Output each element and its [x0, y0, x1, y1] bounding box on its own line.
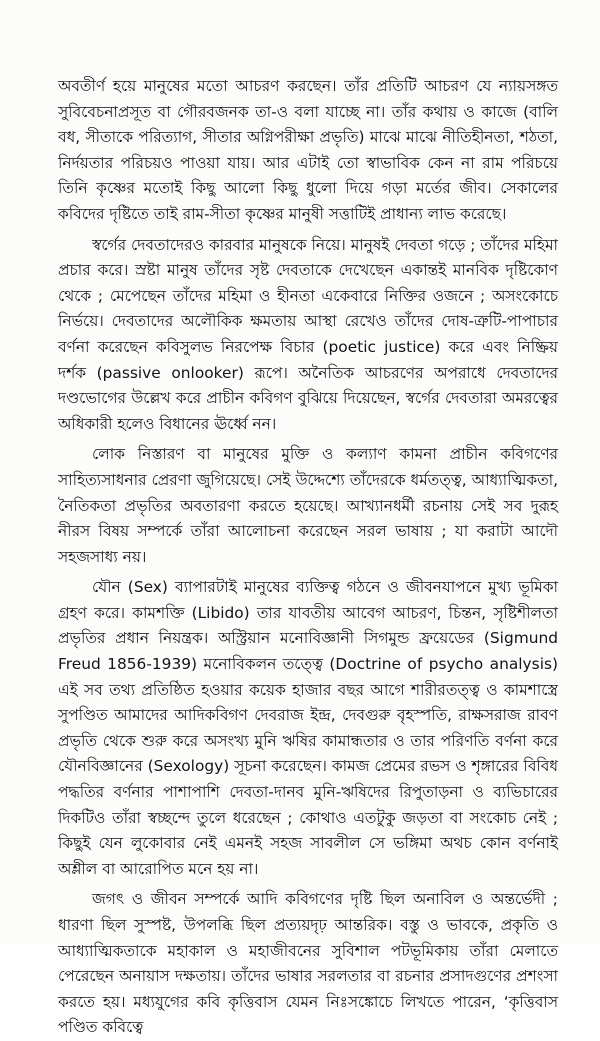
paragraph-poets-vision: জগৎ ও জীবন সম্পর্কে আদি কবিগণের দৃষ্টি ছিল অনাবিল ও অন্তর্ভেদী ; ধারণা ছিল সুস্পষ্ট, উপলব্ধি ছিল প্রত্যয়দৃঢ় আন্তরিক। বস্তু ও ভাবকে, প্রকৃতি ও আধ্যাত্মিকতাকে মহাকাল ও মহাজীবনের সুবিশাল পটভূমিকায় তাঁরা মেলাতে পেরেছেন অনায়াস দক্ষতায়। তাঁদের ভাষার সরলতার বা রচনার প্রসাদগুণের প্রশংসা করতে হয়। মধ্যযুগের কবি কৃত্তিবাস যেমন নিঃসঙ্কোচে লিখতে পারেন, ‘কৃত্তিবাস পণ্ডিত কবিত্বে — [58, 890, 558, 1037]
paragraph-ram-sita-conduct: অবতীর্ণ হয়ে মানুষের মতো আচরণ করছেন। তাঁর প্রতিটি আচরণ যে ন্যায়সঙ্গত সুবিবেচনাপ্রসূত বা গৌরবজনক তা-ও বলা যাচ্ছে না। তাঁর কথায় ও কাজে (বালি বধ, সীতাকে পরিত্যাগ, সীতার অগ্নিপরীক্ষা প্রভৃতি) মাঝে মাঝে নীতিহীনতা, শঠতা, নির্দয়তার পরিচয়ও পাওয়া যায়। আর এটাই তো স্বাভাবিক কেন না রাম পরিচয়ে তিনি কৃষ্ণের মতোই কিছু আলো কিছু ধুলো দিয়ে গড়া মর্তের জীব। সেকালের কবিদের দৃষ্টিতে তাই রাম-সীতা কৃষ্ণের মানুষী সত্তাটিই প্রাধান্য লাভ করেছে। — [58, 77, 558, 223]
paragraph-gods-and-humans: স্বর্গের দেবতাদেরও কারবার মানুষকে নিয়ে। মানুষই দেবতা গড়ে ; তাঁদের মহিমা প্রচার করে। স্রষ্টা মানুষ তাঁদের সৃষ্ট দেবতাকে দেখেছেন একান্তই মানবিক দৃষ্টিকোণ থেকে ; মেপেছেন তাঁদের মহিমা ও হীনতা একেবারে নিক্তির ওজনে ; অসংকোচে নির্ভয়ে। দেবতাদের অলৌকিক ক্ষমতায় আস্থা রেখেও তাঁদের দোষ-ত্রুটি-পাপাচার বর্ণনা করেছেন কবিসুলভ নিরপেক্ষ বিচার (poetic justice) করে এবং নিষ্ক্রিয় দর্শক (passive onlooker) রূপে। অনৈতিক আচরণের অপরাধে দেবতাদের দণ্ডভোগের উল্লেখ করে প্রাচীন কবিগণ বুঝিয়ে দিয়েছেন, স্বর্গের দেবতারা অমরত্বের অধিকারী হলেও বিধানের ঊর্ধ্বে নন। — [58, 235, 558, 433]
paragraph-sex-and-libido: যৌন (Sex) ব্যাপারটাই মানুষের ব্যক্তিত্ব গঠনে ও জীবনযাপনে মুখ্য ভূমিকা গ্রহণ করে। কামশক্তি (Libido) তার যাবতীয় আবেগ আচরণ, চিন্তন, সৃষ্টিশীলতা প্রভৃতির প্রধান নিয়ন্ত্রক। অস্ট্রিয়ান মনোবিজ্ঞানী সিগমুন্ড ফ্রয়েডের (Sigmund Freud 1856-1939) মনোবিকলন তত্ত্বে (Doctrine of psycho analysis) এই সব তথ্য প্রতিষ্ঠিত হওয়ার কয়েক হাজার বছর আগে শারীরতত্ত্ব ও কামশাস্ত্রে সুপণ্ডিত আমাদের আদিকবিগণ দেবরাজ ইন্দ্র, দেবগুরু বৃহস্পতি, রাক্ষসরাজ রাবণ প্রভৃতি থেকে শুরু করে অসংখ্য মুনি ঋষির কামান্ধতার ও তার পরিণতি বর্ণনা করে যৌনবিজ্ঞানের (Sexology) সূচনা করেছেন। কামজ প্রেমের রভস ও শৃঙ্গারের বিবিধ পদ্ধতির বর্ণনার পাশাপাশি দেবতা-দানব মুনি-ঋষিদের রিপুতাড়না ও ব্যভিচারের দিকটিও তাঁরা স্বচ্ছন্দে তুলে ধরেছেন ; কোথাও এতটুকু জড়তা বা সংকোচ নেই ; কিছুই যেন লুকোবার নেই এমনই সহজ সাবলীল সে ভঙ্গিমা অথচ কোন বর্ণনাই অশ্লীল বা আরোপিত মনে হয় না। — [58, 578, 558, 878]
paragraph-salvation-of-people: লোক নিস্তারণ বা মানুষের মুক্তি ও কল্যাণ কামনা প্রাচীন কবিগণের সাহিত্যসাধনার প্রেরণা জুগিয়েছে। সেই উদ্দেশ্যে তাঁদেরকে ধর্মতত্ত্ব, আধ্যাত্মিকতা, নৈতিকতা প্রভৃতির অবতারণা করতে হয়েছে। আখ্যানধর্মী রচনায় সেই সব দুরূহ নীরস বিষয় সম্পর্কে তাঁরা আলোচনা করেছেন সরল ভাষায় ; যা করাটা আদৌ সহজসাধ্য নয়। — [58, 445, 558, 566]
